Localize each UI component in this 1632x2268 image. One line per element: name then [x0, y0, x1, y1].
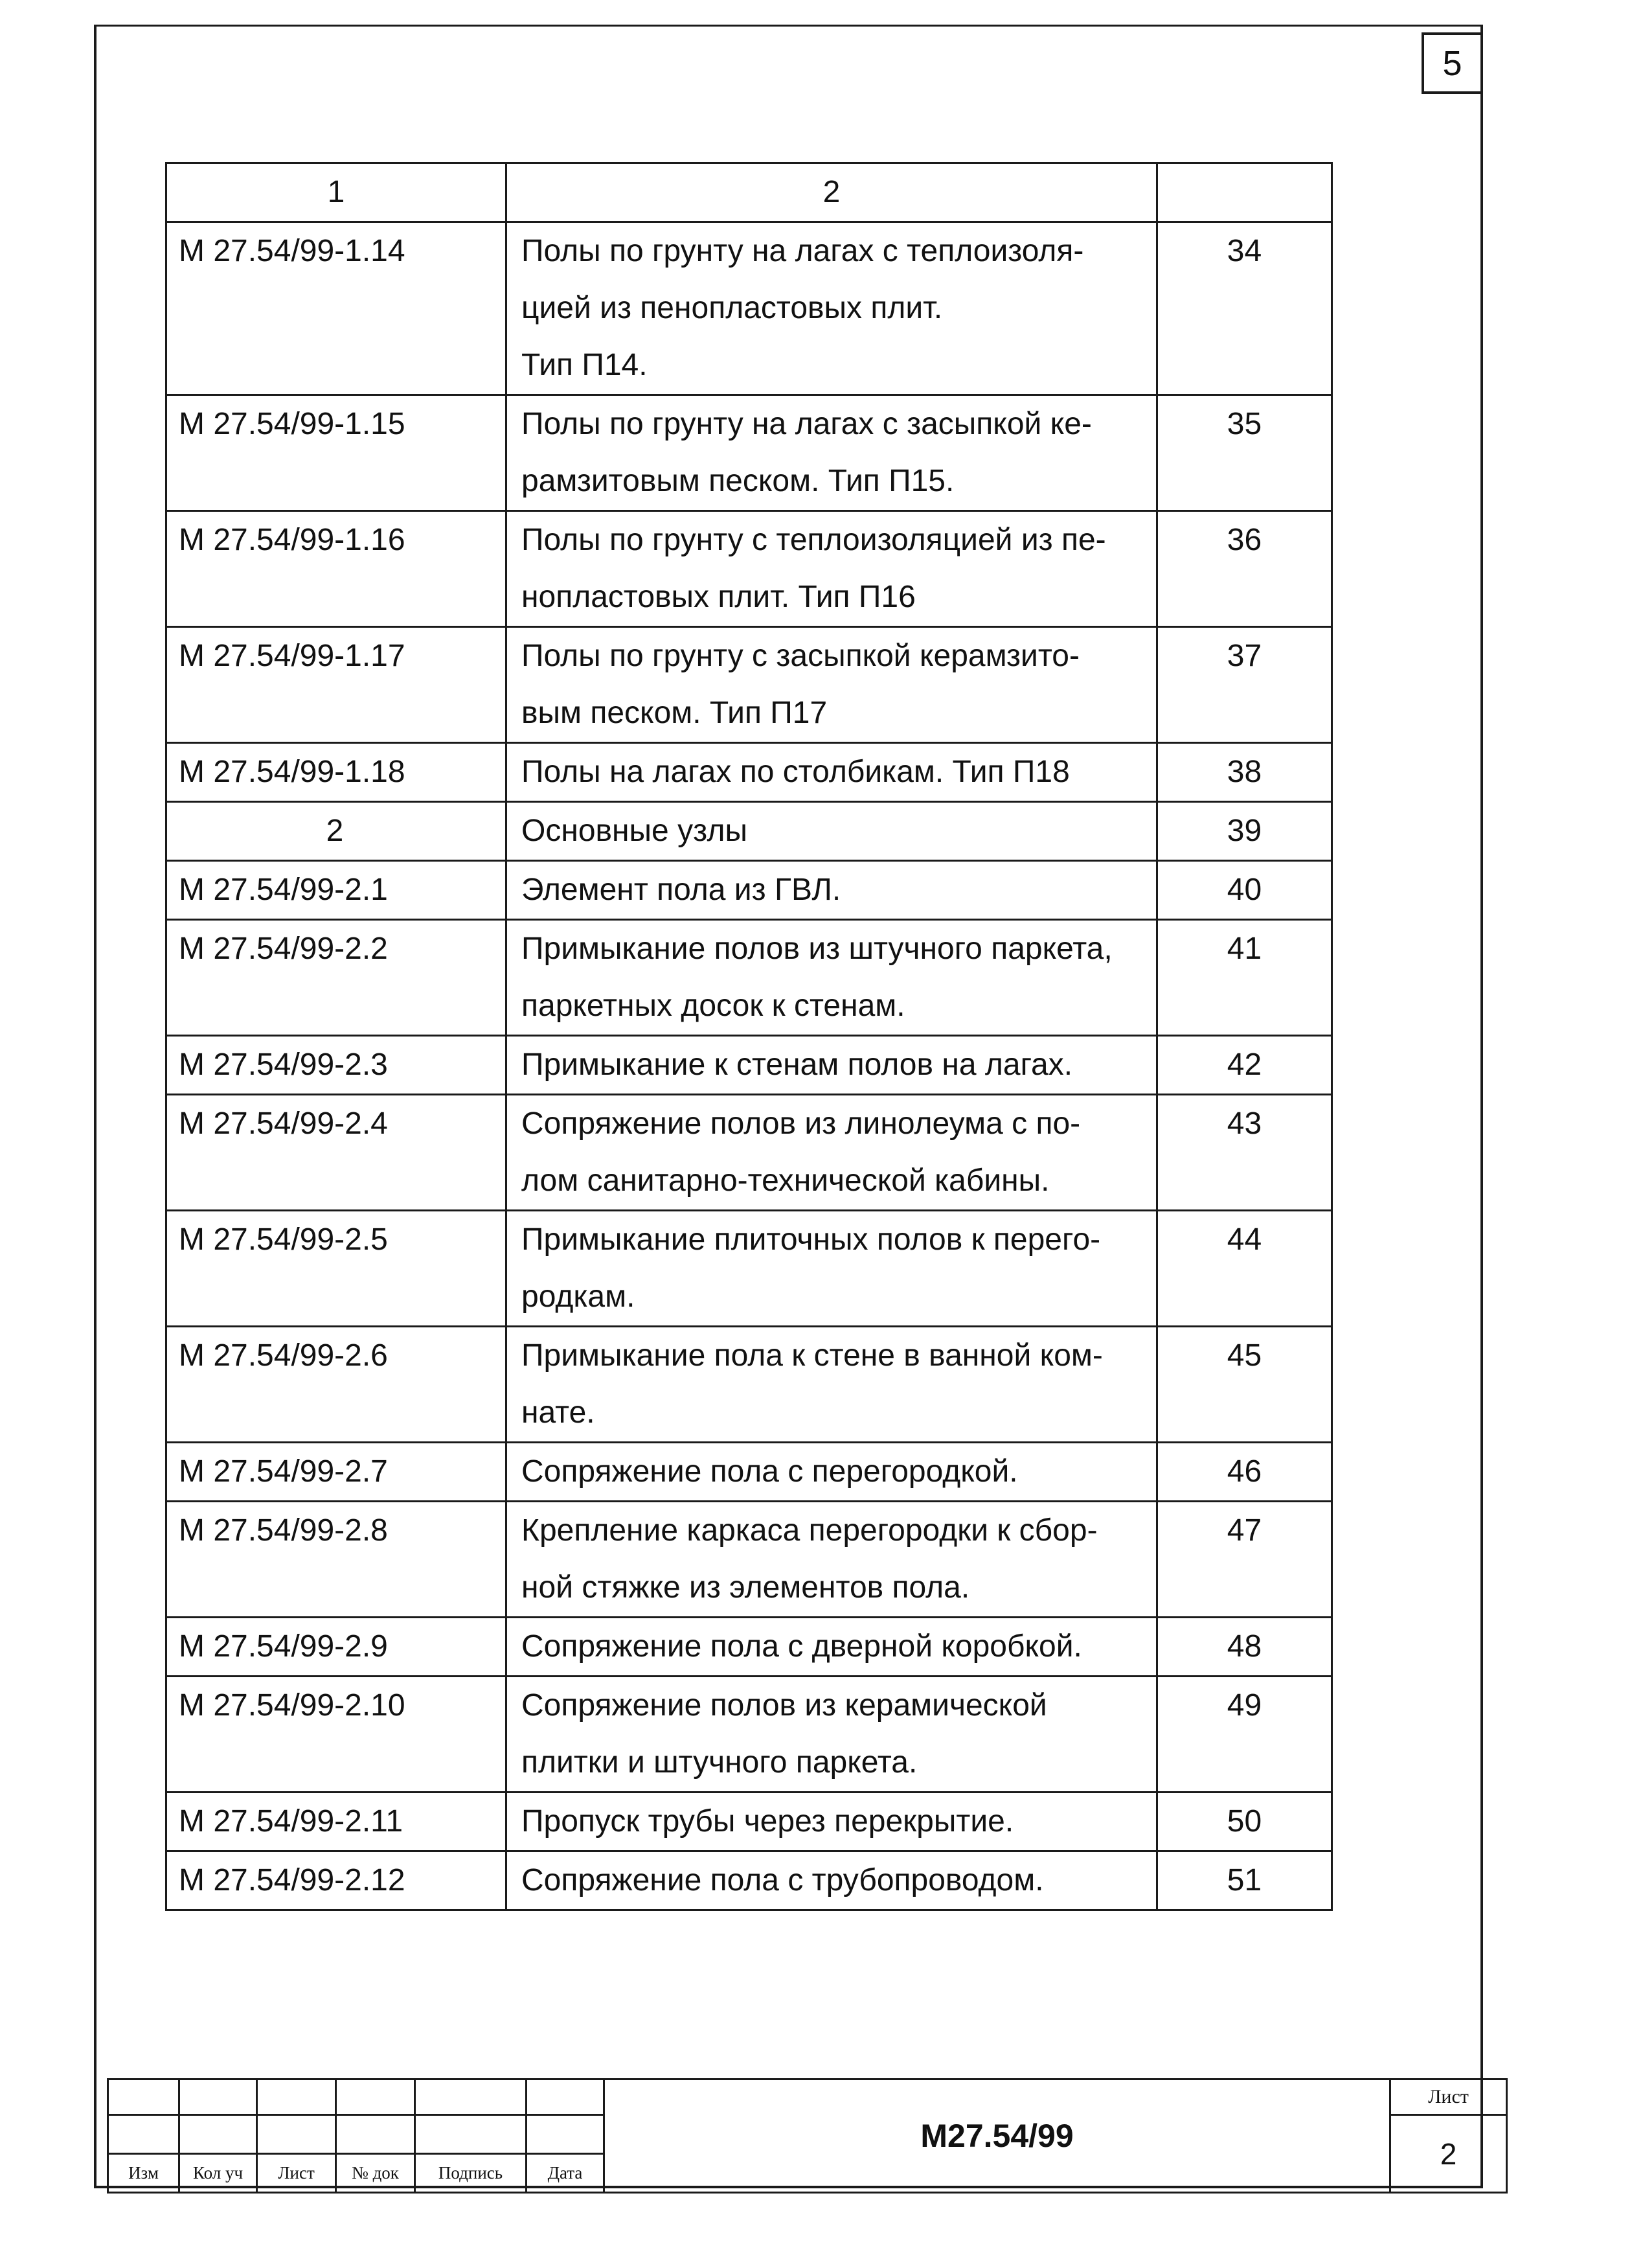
description-line: Полы по грунту на лагах с засыпкой ке-: [521, 407, 1092, 441]
description-line: Пропуск трубы через перекрытие.: [521, 1804, 1014, 1838]
row-page: 50: [1157, 1793, 1332, 1851]
row-description: [506, 802, 1157, 861]
table-row: [166, 1618, 1332, 1677]
row-code: М 27.54/99-2.3: [166, 1036, 506, 1095]
row-page: 42: [1157, 1036, 1332, 1095]
label-kol-uch: Кол уч: [179, 2154, 257, 2193]
header-col-2: 2: [506, 163, 1157, 222]
description-line: паркетных досок к стенам.: [521, 989, 905, 1023]
row-description: [506, 1677, 1157, 1793]
table-row: [166, 627, 1332, 743]
header-col-3: [1157, 163, 1332, 222]
row-page: 35: [1157, 395, 1332, 511]
row-code: М 27.54/99-1.17: [166, 627, 506, 743]
description-line: Примыкание пола к стене в ванной ком-: [521, 1338, 1103, 1373]
description-line: Примыкание к стенам полов на лагах.: [521, 1048, 1073, 1082]
description-line: Полы по грунту на лагах с теплоизоля-: [521, 234, 1084, 268]
description-line: цией из пенопластовых плит.: [521, 291, 943, 325]
description-line: вым песком. Тип П17: [521, 696, 828, 730]
row-page: 43: [1157, 1095, 1332, 1211]
label-date: Дата: [527, 2154, 604, 2193]
table-header-row: [166, 163, 1332, 222]
row-description: [506, 1327, 1157, 1443]
table-row: [166, 1677, 1332, 1793]
row-description: [506, 920, 1157, 1036]
table-row: [166, 1095, 1332, 1211]
description-line: рамзитовым песком. Тип П15.: [521, 464, 955, 498]
description-line: Элемент пола из ГВЛ.: [521, 873, 841, 907]
table-row: [166, 395, 1332, 511]
description-line: нате.: [521, 1395, 595, 1430]
table-row: [166, 1443, 1332, 1502]
header-col-1: 1: [166, 163, 506, 222]
row-code: М 27.54/99-1.14: [166, 222, 506, 395]
row-page: 36: [1157, 511, 1332, 627]
row-code: М 27.54/99-2.1: [166, 861, 506, 920]
row-code: М 27.54/99-2.9: [166, 1618, 506, 1677]
title-block: [107, 2078, 1508, 2194]
description-line: Полы по грунту с теплоизоляцией из пе-: [521, 523, 1106, 557]
row-code: М 27.54/99-2.6: [166, 1327, 506, 1443]
row-code: М 27.54/99-2.10: [166, 1677, 506, 1793]
sheet-number: 2: [1390, 2115, 1507, 2193]
table-row: [166, 1211, 1332, 1327]
row-page: 37: [1157, 627, 1332, 743]
row-page: 47: [1157, 1502, 1332, 1618]
description-line: Сопряжение пола с дверной коробкой.: [521, 1629, 1082, 1664]
row-description: [506, 861, 1157, 920]
row-page: 38: [1157, 743, 1332, 802]
description-line: Сопряжение полов из керамической: [521, 1688, 1047, 1723]
sheet-label: Лист: [1390, 2079, 1507, 2115]
contents-table: [165, 162, 1333, 1911]
row-page: 41: [1157, 920, 1332, 1036]
row-page: 51: [1157, 1851, 1332, 1910]
row-description: [506, 1036, 1157, 1095]
row-page: 44: [1157, 1211, 1332, 1327]
row-description: [506, 1618, 1157, 1677]
row-page: 48: [1157, 1618, 1332, 1677]
label-list: Лист: [257, 2154, 336, 2193]
row-description: [506, 395, 1157, 511]
row-description: [506, 511, 1157, 627]
row-description: [506, 743, 1157, 802]
description-line: Сопряжение пола с перегородкой.: [521, 1454, 1018, 1489]
row-code: М 27.54/99-2.7: [166, 1443, 506, 1502]
description-line: Примыкание плиточных полов к перего-: [521, 1222, 1101, 1257]
row-page: 46: [1157, 1443, 1332, 1502]
table-row: [166, 920, 1332, 1036]
row-code: М 27.54/99-2.12: [166, 1851, 506, 1910]
row-description: [506, 1851, 1157, 1910]
table-row: [166, 1327, 1332, 1443]
description-line: Примыкание полов из штучного паркета,: [521, 932, 1113, 966]
description-line: Основные узлы: [521, 814, 748, 848]
table-row: [166, 511, 1332, 627]
label-doc-no: № док: [336, 2154, 415, 2193]
description-line: Полы на лагах по столбикам. Тип П18: [521, 755, 1070, 789]
document-code: М27.54/99: [604, 2079, 1390, 2193]
table-row: [166, 743, 1332, 802]
row-code: М 27.54/99-1.18: [166, 743, 506, 802]
description-line: Сопряжение пола с трубопроводом.: [521, 1863, 1044, 1897]
row-description: [506, 1211, 1157, 1327]
label-izm: Изм: [108, 2154, 179, 2193]
row-code: М 27.54/99-2.4: [166, 1095, 506, 1211]
row-page: 49: [1157, 1677, 1332, 1793]
row-page: 39: [1157, 802, 1332, 861]
description-line: Тип П14.: [521, 348, 648, 382]
page-number: 5: [1422, 32, 1483, 94]
row-code: 2: [166, 802, 506, 861]
row-description: [506, 1793, 1157, 1851]
description-line: нопластовых плит. Тип П16: [521, 580, 916, 614]
row-code: М 27.54/99-1.16: [166, 511, 506, 627]
table-row: [166, 1793, 1332, 1851]
row-page: 34: [1157, 222, 1332, 395]
row-code: М 27.54/99-2.2: [166, 920, 506, 1036]
table-row: [166, 1036, 1332, 1095]
row-code: М 27.54/99-1.15: [166, 395, 506, 511]
table-row: [166, 222, 1332, 395]
table-row: [166, 861, 1332, 920]
description-line: плитки и штучного паркета.: [521, 1745, 918, 1780]
row-code: М 27.54/99-2.8: [166, 1502, 506, 1618]
row-page: 45: [1157, 1327, 1332, 1443]
row-description: [506, 627, 1157, 743]
table-row: [166, 1851, 1332, 1910]
row-description: [506, 1502, 1157, 1618]
description-line: ной стяжке из элементов пола.: [521, 1570, 970, 1605]
row-code: М 27.54/99-2.11: [166, 1793, 506, 1851]
description-line: родкам.: [521, 1279, 635, 1314]
description-line: лом санитарно-технической кабины.: [521, 1163, 1050, 1198]
row-description: [506, 222, 1157, 395]
description-line: Крепление каркаса перегородки к сбор-: [521, 1513, 1098, 1548]
description-line: Сопряжение полов из линолеума с по-: [521, 1106, 1081, 1141]
table-row: [166, 1502, 1332, 1618]
row-page: 40: [1157, 861, 1332, 920]
table-row: [166, 802, 1332, 861]
label-signature: Подпись: [415, 2154, 527, 2193]
row-code: М 27.54/99-2.5: [166, 1211, 506, 1327]
row-description: [506, 1095, 1157, 1211]
description-line: Полы по грунту с засыпкой керамзито-: [521, 639, 1080, 673]
row-description: [506, 1443, 1157, 1502]
